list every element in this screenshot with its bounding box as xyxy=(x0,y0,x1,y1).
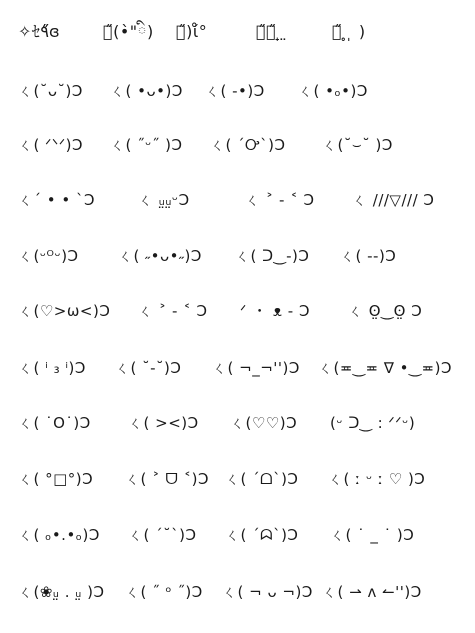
kaomoji: ㄑ(˘ᴗ˘)Ɔ xyxy=(18,82,83,100)
kaomoji: ｾ̋(•̀"ི) xyxy=(103,22,154,41)
kaomoji: ㄑ( •ₒ•)Ɔ xyxy=(298,82,368,100)
kaomoji: ㄑ ˃ - ˂ Ɔ xyxy=(245,191,315,209)
kaomoji: ✧ｾ٩̋̋ɞ xyxy=(18,22,61,41)
kaomoji: ｾ̋)ί̊° xyxy=(176,22,208,41)
kaomoji: ㄑ ˃ - ˂ Ɔ xyxy=(138,302,208,320)
kaomoji-row xyxy=(0,71,475,111)
kaomoji: ㄑ( ><)Ɔ xyxy=(128,414,199,432)
kaomoji-row xyxy=(0,12,475,52)
kaomoji: ㄑ( ˝ᵕ˝ )Ɔ xyxy=(110,136,183,154)
kaomoji-row xyxy=(0,180,475,220)
kaomoji-row xyxy=(0,403,475,443)
kaomoji: ᐟ ・ ᴥ - Ɔ xyxy=(240,302,310,320)
kaomoji: ㄑ( ₒ•.•ₒ)Ɔ xyxy=(18,526,100,544)
kaomoji: ｾ̋ ̥ ̩ ) xyxy=(332,22,366,41)
kaomoji: ㄑ( ᑐ‿-)Ɔ xyxy=(235,247,310,265)
kaomoji: ㄑ( ¬ ᴗ ¬)Ɔ xyxy=(222,583,313,601)
kaomoji: ㄑ( °□°)Ɔ xyxy=(18,470,94,488)
kaomoji: ㄑ( ˘-˘)Ɔ xyxy=(115,359,182,377)
kaomoji: ㄑ ʘ̤‿ʘ̤ Ɔ xyxy=(348,302,423,320)
kaomoji-row xyxy=(0,125,475,165)
kaomoji: ㄑ´ • • `Ɔ xyxy=(18,191,96,209)
kaomoji: ㄑ( ´˘`)Ɔ xyxy=(128,526,197,544)
kaomoji: ㄑ( ˊᗝˋ)Ɔ xyxy=(225,470,299,488)
kaomoji: ㄑ(ᵕᴼᵕ)Ɔ xyxy=(18,247,79,265)
kaomoji: ㄑ( ˝ ᵒ ˝)Ɔ xyxy=(125,583,203,601)
kaomoji: ㄑ( ⇀ ᴧ ↼'')Ɔ xyxy=(322,583,422,601)
kaomoji: ㄑ ///▽/// Ɔ xyxy=(352,191,435,209)
kaomoji: ㄑ( ˶•ᴗ•˶)Ɔ xyxy=(118,247,202,265)
kaomoji: ㄑ ᵤ̤ᵤ̤ᵕƆ xyxy=(138,191,190,209)
kaomoji: ㄑ( ´Ꭴ`)Ɔ xyxy=(210,136,286,154)
kaomoji-row xyxy=(0,459,475,499)
kaomoji: ｾ̋⸝̋ ̟ ̤ xyxy=(256,22,288,41)
kaomoji: ㄑ(♡>ω<)Ɔ xyxy=(18,302,111,320)
kaomoji: ㄑ( ˃ ᗜ ˂)Ɔ xyxy=(125,470,210,488)
kaomoji: ㄑ( •ᴗ•)Ɔ xyxy=(110,82,183,100)
kaomoji-row xyxy=(0,348,475,388)
kaomoji: ㄑ( ˙ _ ˙ )Ɔ xyxy=(330,526,415,544)
kaomoji: ㄑ(❀ᵤ̤ . ᵤ̤ )Ɔ xyxy=(18,583,105,601)
kaomoji: ㄑ( ˙O˙)Ɔ xyxy=(18,414,91,432)
kaomoji-row xyxy=(0,236,475,276)
kaomoji: ㄑ( -•)Ɔ xyxy=(205,82,265,100)
kaomoji: ㄑ(♡♡)Ɔ xyxy=(230,414,298,432)
kaomoji: ㄑ( ¬_¬'')Ɔ xyxy=(212,359,300,377)
kaomoji: ㄑ( ː ᵕ ː ♡ )Ɔ xyxy=(328,470,426,488)
kaomoji: ㄑ( ´ᗣ`)Ɔ xyxy=(225,526,299,544)
kaomoji-row xyxy=(0,291,475,331)
kaomoji: ㄑ( ᐟᐠᐟ)Ɔ xyxy=(18,136,84,154)
kaomoji-row xyxy=(0,515,475,555)
kaomoji: ㄑ( --)Ɔ xyxy=(340,247,397,265)
kaomoji: ㄑ(≖‿≖ ∇ •‿≖)Ɔ xyxy=(318,359,452,377)
kaomoji: ㄑ( ⁱ ₃ ⁱ)Ɔ xyxy=(18,359,86,377)
kaomoji-row xyxy=(0,572,475,612)
kaomoji: ㄑ(˘⌣˘ )Ɔ xyxy=(322,136,393,154)
kaomoji: (ᵕ ᑐ‿ : ᐟᐟᵕ) xyxy=(330,414,416,432)
